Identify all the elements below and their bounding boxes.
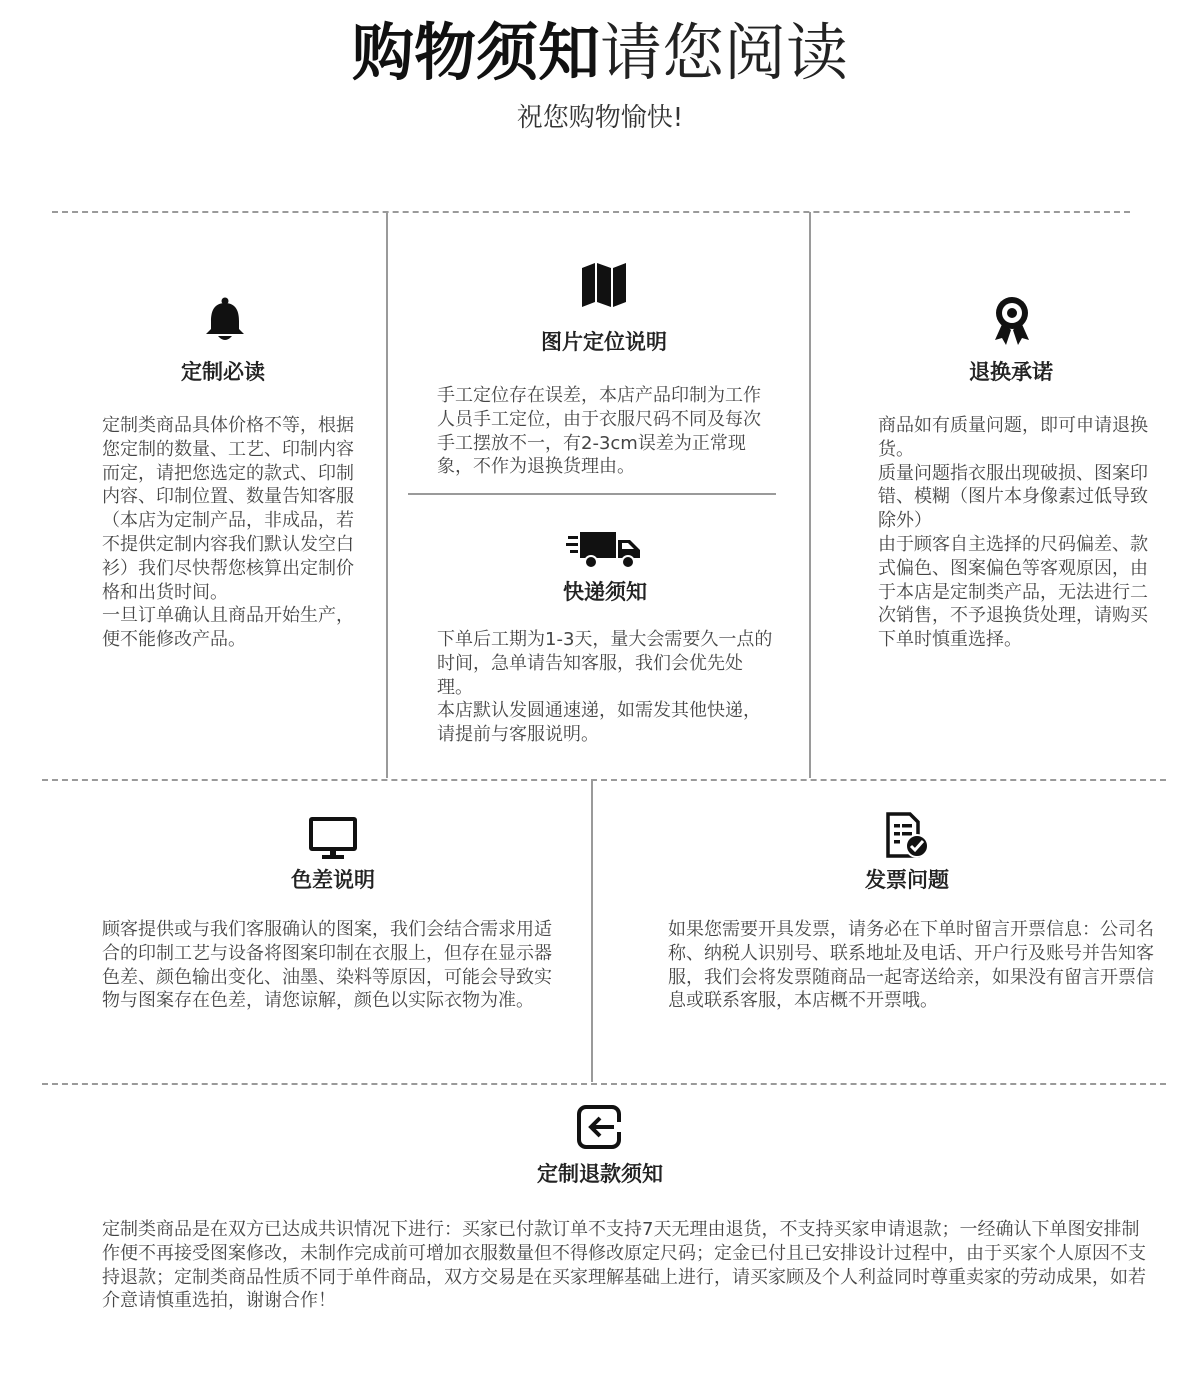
section-title-returns: 退换承诺: [969, 360, 1053, 384]
paragraph: 顾客提供或与我们客服确认的图案，我们会结合需求用适合的印制工艺与设备将图案印制在衣服上，但存在显示器色差、颜色输出变化、油墨、染料等原因，可能会导致实物与图案存在色差，请您谅解，颜色以实际衣物为准。: [102, 919, 552, 1012]
section-title-invoice: 发票问题: [865, 868, 949, 892]
paragraph: 质量问题指衣服出现破损、图案印错、模糊（图片本身像素过低导致除外）: [878, 462, 1148, 532]
page-title-light: 请您阅读: [600, 16, 849, 89]
section-body-refund: [102, 1218, 1154, 1313]
divider-row-1: [42, 779, 1166, 781]
invoice-check-icon: [884, 812, 930, 860]
paragraph: 定制类商品是在双方已达成共识情况下进行：买家已付款订单不支持7天无理由退货，不支持买家申请退款；一经确认下单图安排制作便不再接受图案修改，未制作完成前可增加衣服数量但不得修改原定尺码；定金已付且已安排设计过程中，由于买家个人原因不支持退款；定制类商品性质不同于单件商品，双方交易是在买家理解基础上进行，请买家顾及个人利益同时尊重卖家的劳动成果，如若介意请慎重选拍，谢谢合作！: [102, 1219, 1146, 1312]
paragraph: 本店默认发圆通速递，如需发其他快递，请提前与客服说明。: [437, 700, 761, 746]
section-body-invoice: [668, 918, 1154, 1013]
return-arrow-icon: [576, 1104, 622, 1150]
paragraph: 如果您需要开具发票，请务必在下单时留言开票信息：公司名称、纳税人识别号、联系地址及电话、开户行及账号并告知客服，我们会将发票随商品一起寄送给亲，如果没有留言开票信息或联系客服，本店概不开票哦。: [668, 919, 1154, 1012]
map-icon: [580, 262, 628, 308]
paragraph: 下单后工期为1-3天，量大会需要久一点的时间，急单请告知客服，我们会优先处理。: [437, 629, 773, 698]
divider-vertical-center: [591, 780, 593, 1082]
section-body-shipping: [437, 628, 777, 747]
paragraph: 手工定位存在误差，本店产品印制为工作人员手工定位，由于衣服尺码不同及每次手工摆放不一，有2-3cm误差为正常现象，不作为退换货理由。: [437, 385, 761, 478]
section-body-position: [437, 384, 777, 479]
page-title-bold: 购物须知: [351, 16, 600, 89]
divider-middle-column: [408, 493, 776, 495]
bell-icon: [202, 296, 248, 344]
monitor-icon: [308, 816, 358, 860]
section-title-shipping: 快递须知: [563, 580, 647, 604]
paragraph: 定制类商品具体价格不等，根据您定制的数量、工艺、印制内容而定，请把您选定的款式、印制内容、印制位置、数量告知客服（本店为定制产品，非成品，若不提供定制内容我们默认发空白衫）我们尽快帮您核算出定制价格和出货时间。: [102, 415, 354, 603]
section-body-color: [102, 918, 562, 1013]
section-title-custom: 定制必读: [181, 360, 265, 384]
divider-row-2: [42, 1083, 1166, 1085]
section-title-color: 色差说明: [291, 868, 375, 892]
divider-vertical-left: [386, 212, 388, 778]
section-title-refund: 定制退款须知: [537, 1162, 663, 1186]
award-ribbon-icon: [989, 294, 1035, 346]
section-title-position: 图片定位说明: [541, 330, 667, 354]
page-title: [0, 10, 1200, 96]
divider-vertical-right: [809, 212, 811, 778]
paragraph: 商品如有质量问题，即可申请退换货。: [878, 415, 1148, 460]
page-subtitle: 祝您购物愉快!: [516, 103, 684, 133]
delivery-truck-icon: [566, 528, 644, 572]
paragraph: 一旦订单确认且商品开始生产，便不能修改产品。: [102, 605, 354, 651]
section-body-returns: [878, 414, 1154, 652]
section-body-custom: [102, 414, 356, 652]
paragraph: 由于顾客自主选择的尺码偏差、款式偏色、图案偏色等客观原因，由于本店是定制类产品，无法进行二次销售，不予退换货处理，请购买下单时慎重选择。: [878, 533, 1148, 651]
divider-top: [52, 211, 1130, 213]
